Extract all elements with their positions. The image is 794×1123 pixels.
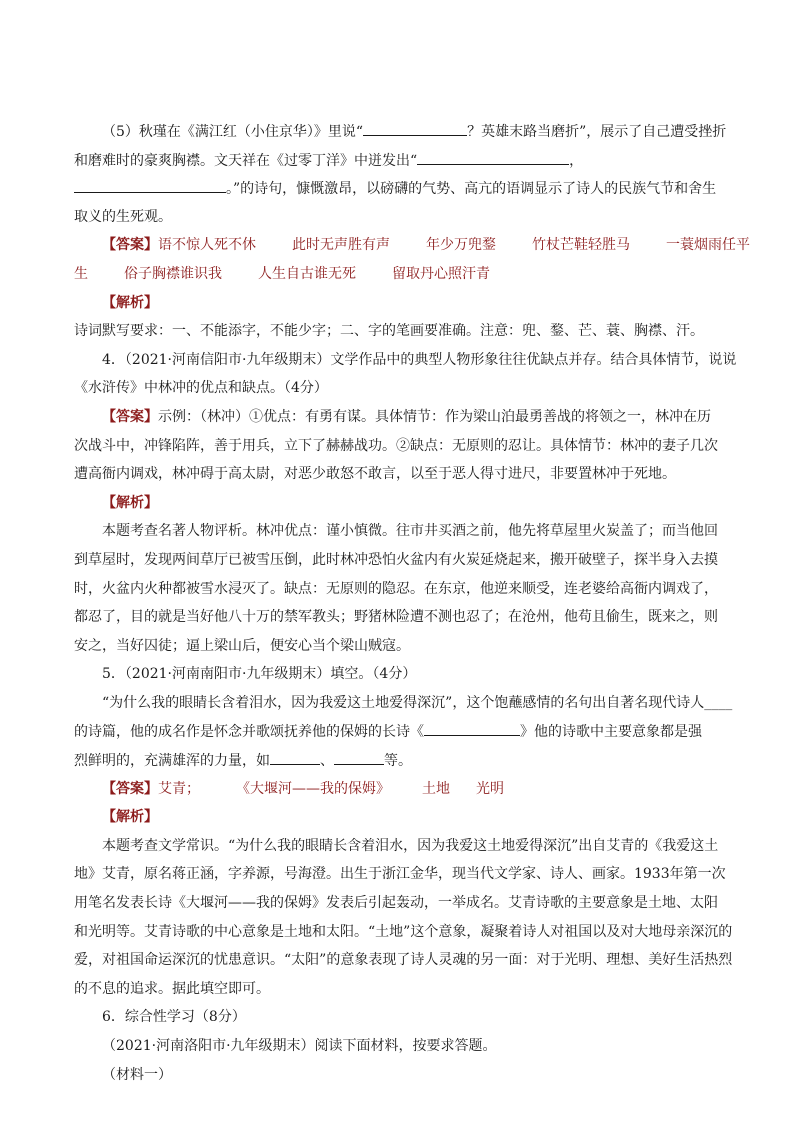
q5-poem-line-3: [74, 175, 724, 201]
analysis-heading: 【解析】: [102, 294, 158, 311]
analysis-text: 诗词默写要求：一、不能添字，不能少字；二、字的笔画要准确。注意：兜、鍪、芒、蓑、胸襟、汗。: [74, 323, 704, 340]
fill-blank: [334, 747, 384, 765]
fill-blank: [424, 718, 520, 736]
answer-item: 生: [74, 265, 88, 282]
q5-poem-line-4: 取义的生死观。: [74, 208, 172, 225]
question-text: 。”的诗句，慷慨激昂，以磅礴的气势、高亢的语调显示了诗人的民族气节和舍生: [226, 181, 717, 198]
question-6-title: 6．综合性学习（8分）: [102, 1009, 246, 1026]
question-5-line: 的诗篇，他的成名作是怀念并歌颂抚养他的保姆的长诗《 》他的诗歌中主要意象都是强: [74, 718, 724, 744]
question-text: ，: [569, 152, 584, 169]
answer-item: 此时无声胜有声: [292, 237, 390, 254]
answer-item: 土地: [422, 780, 450, 797]
analysis-text: 安之，当好囚徒；逼上梁山后，便安心当个梁山贼寇。: [74, 637, 410, 654]
answer-item: 《大堰河——我的保姆》: [236, 780, 390, 797]
answer-item: 年少万兜鍪: [426, 237, 496, 254]
q5-poem-line-2: [74, 147, 724, 173]
fill-blank: [74, 175, 226, 193]
question-5-line: 烈鲜明的，充满雄浑的力量，如 、 等。: [74, 747, 724, 773]
question-text: ？英雄末路当磨折”，展示了自己遭受挫折: [467, 124, 727, 140]
question-text: （5）秋瑾在《满江红（小住京华）》里说“: [102, 124, 364, 140]
answer-item: 语不惊人死不休: [158, 237, 256, 254]
answer-item: 一蓑烟雨任平: [666, 237, 750, 254]
question-6-source: （2021·河南洛阳市·九年级期末）阅读下面材料，按要求答题。: [102, 1038, 497, 1054]
analysis-text: 都忍了，目的就是当好他八十万的禁军教头；野猪林险遭不测也忍了；在沧州，他苟且偷生，既来之，则: [74, 609, 718, 626]
analysis-text: 本题考查文学常识。“为什么我的眼睛长含着泪水，因为我爱这土地爱得深沉”出自艾青的《我爱这土: [102, 837, 719, 854]
analysis-text: 地》艾青，原名蒋正涵，字养源，号海澄。出生于浙江金华，现当代文学家、诗人、画家。1933年第一次: [74, 866, 726, 883]
analysis-text: 爱，对祖国命运深沉的忧患意识。“太阳”的意象表现了诗人灵魂的另一面：对于光明、理想、美好生活热烈: [74, 952, 733, 969]
answer-item: 人生自古谁无死: [258, 265, 356, 282]
q5-poem-line-1: [74, 118, 727, 144]
analysis-text: 和光明等。艾青诗歌的中心意象是土地和太阳。“土地”这个意象，凝聚着诗人对祖国以及对大地母亲深沉的: [74, 923, 733, 940]
answer-item: 艾青；: [158, 780, 200, 797]
question-text: 和磨难时的豪爽胸襟。文天祥在《过零丁洋》中迸发出“: [74, 152, 418, 169]
answer-label: 【答案】: [102, 780, 158, 797]
answer-label: 【答案】: [102, 237, 158, 254]
answer-line: 次战斗中，冲锋陷阵，善于用兵，立下了赫赫战功。②缺点：无原则的忍让。具体情节：林冲的妻子几次: [74, 437, 718, 454]
question-5-line: “为什么我的眼睛长含着泪水，因为我爱这土地爱得深沉”，这个饱蘸感情的名句出自著名现代诗人____: [102, 694, 733, 711]
answer-row: [74, 232, 750, 258]
answer-item: 竹杖芒鞋轻胜马: [532, 237, 630, 254]
analysis-heading: 【解析】: [102, 809, 158, 826]
page-content: [74, 118, 750, 1090]
material-label: （材料一）: [102, 1066, 172, 1083]
analysis-text: 本题考查名著人物评析。林冲优点：谨小慎微。往市井买酒之前，他先将草屋里火炭盖了；而当他回: [102, 523, 718, 540]
question-5-title: 5．（2021·河南南阳市·九年级期末）填空。（4分）: [102, 666, 417, 683]
analysis-heading: 【解析】: [102, 494, 158, 511]
answer-item: 留取丹心照汗青: [392, 265, 490, 282]
answer-line: 【答案】示例：（林冲）①优点：有勇有谋。具体情节：作为梁山泊最勇善战的将领之一，林冲在历: [102, 408, 711, 425]
answer-line: 遭高衙内调戏，林冲碍于高太尉，对恶少敢怒不敢言，以至于恶人得寸进尺，非要置林冲于死地。: [74, 466, 676, 483]
answer-row: [74, 776, 724, 802]
fill-blank: [417, 147, 569, 165]
analysis-text: 到草屋时，发现两间草厅已被雪压倒，此时林冲恐怕火盆内有火炭延烧起来，搬开破壁子，探半身入去摸: [74, 551, 718, 568]
answer-item: 俗子胸襟谁识我: [124, 265, 222, 282]
answer-row: [74, 261, 724, 287]
analysis-text: 用笔名发表长诗《大堰河——我的保姆》发表后引起轰动，一举成名。艾青诗歌的主要意象是土地、太阳: [74, 895, 718, 912]
question-4-line: 4．（2021·河南信阳市·九年级期末）文学作品中的典型人物形象往往优缺点并存。结合具体情节，说说: [102, 351, 737, 368]
answer-item: 光明: [476, 780, 504, 797]
analysis-text: 时，火盆内火种都被雪水浸灭了。缺点：无原则的隐忍。在东京，他逆来顺受，连老婆给高衙内调戏了，: [74, 580, 718, 597]
fill-blank: [270, 747, 320, 765]
fill-blank: [363, 118, 467, 136]
question-4-line: 《水浒传》中林冲的优点和缺点。（4分）: [74, 380, 328, 397]
answer-label: 【答案】: [102, 408, 158, 425]
analysis-text: 的不息的追求。据此填空即可。: [74, 980, 270, 997]
